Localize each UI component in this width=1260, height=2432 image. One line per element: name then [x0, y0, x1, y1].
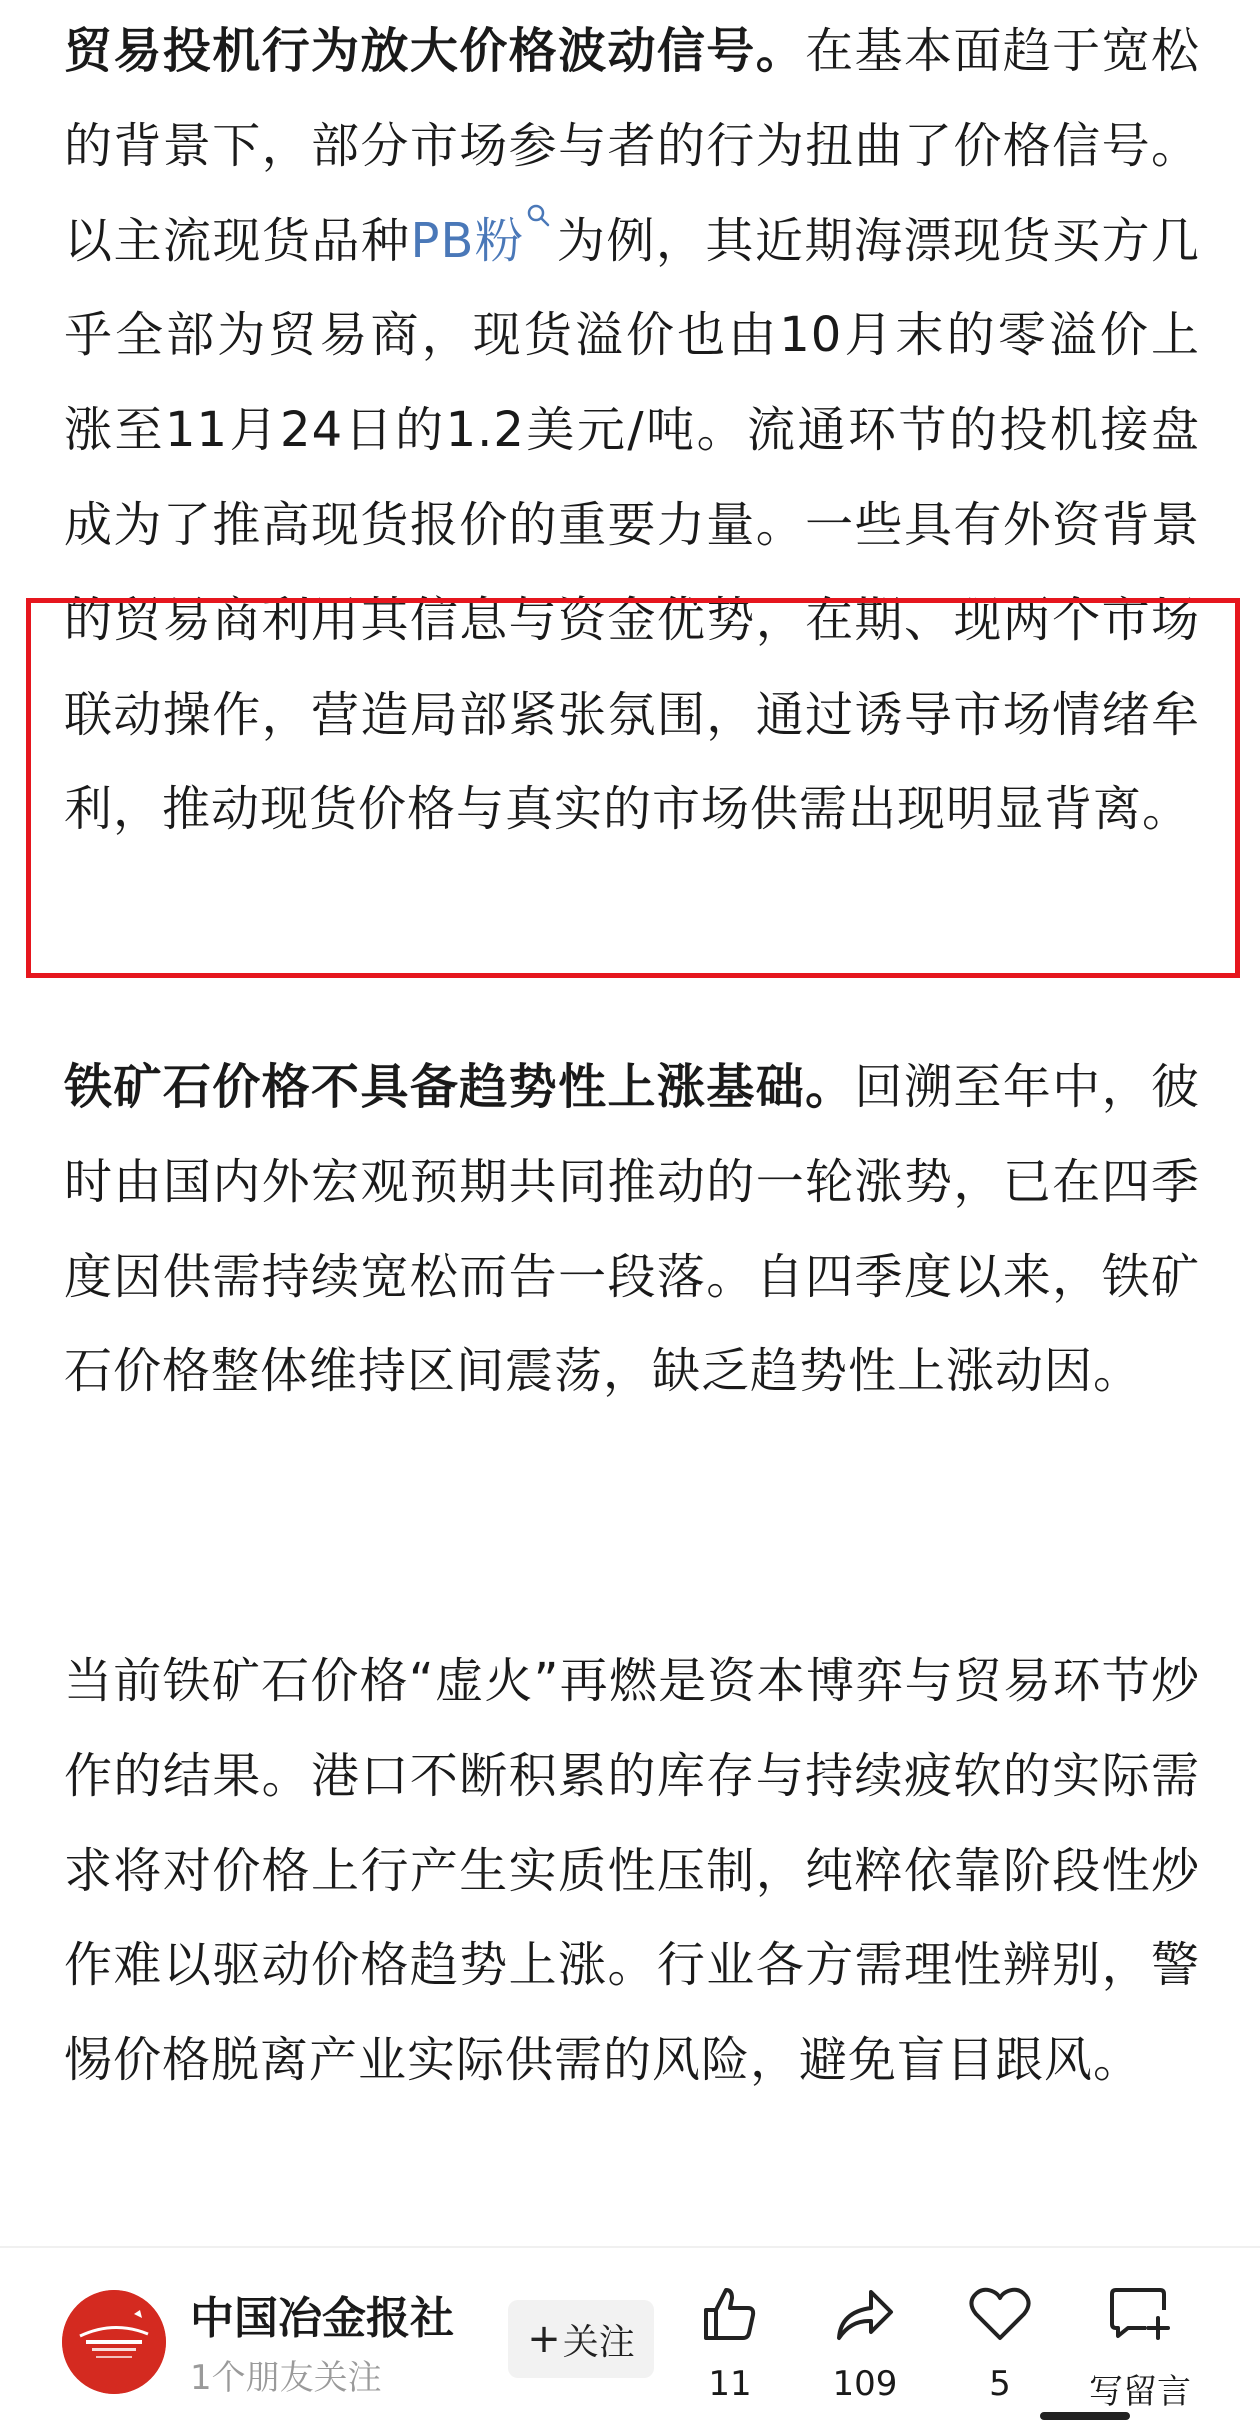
favorite-button[interactable]: [940, 2282, 1060, 2404]
friends-follow-count: 1个朋友关注: [190, 2358, 382, 2398]
paragraph-current-price: 当前铁矿石价格“虚火”再燃是资本博弈与贸易环节炒作的结果。港口不断积累的库存与持续疲软的实际需求将对价格上行产生实质性压制，纯粹依靠阶段性炒作难以驱动价格趋势上涨。行业各方需理性辨别，警惕价格脱离产业实际供需的风险，避免盲目跟风。: [64, 1653, 1200, 2089]
share-count: 109: [832, 2364, 898, 2404]
like-count: 11: [708, 2364, 752, 2404]
comment-button[interactable]: [1080, 2282, 1200, 2413]
china-metallurgical-news-logo-icon: [62, 2290, 166, 2394]
paragraph-no-trend-basis: 铁矿石价格不具备趋势性上涨基础。回溯至年中，彼时由国内外宏观预期共同推动的一轮涨势，已在四季度因供需持续宽松而告一段落。自四季度以来，铁矿石价格整体维持区间震荡，缺乏趋势性上涨动因。: [64, 1059, 1200, 1400]
share-arrow-icon: [833, 2282, 897, 2346]
paragraph-heading: 贸易投机行为放大价格波动信号。: [64, 23, 806, 79]
follow-button[interactable]: + 关注: [508, 2300, 654, 2378]
heart-icon: [968, 2282, 1032, 2346]
comment-label: 写留言: [1089, 2372, 1191, 2412]
avatar[interactable]: [62, 2290, 166, 2394]
thumbs-up-icon: [698, 2282, 762, 2346]
paragraph-trade-speculation: 贸易投机行为放大价格波动信号。在基本面趋于宽松的背景下，部分市场参与者的行为扭曲了价格信号。以主流现货品种PB粉 为例，其近期海漂现货买方几乎全部为贸易商，现货溢价也由10月末的零溢价上涨至11月24日的1.2美元/吨。流通环节的投机接盘成为了推高现货报价的重要力量。一些具有外资背景的贸易商利用其信息与资金优势，在期、现两个市场联动操作，营造局部紧张氛围，通过诱导市场情绪牟利，推动现货价格与真实的市场供需出现明显背离。: [64, 23, 1200, 838]
favorite-count: 5: [989, 2364, 1011, 2404]
pb-fines-link[interactable]: PB粉: [410, 212, 525, 269]
paragraph-heading: 铁矿石价格不具备趋势性上涨基础。: [64, 1059, 855, 1115]
home-indicator[interactable]: [1040, 2412, 1130, 2420]
plus-icon: +: [527, 2316, 561, 2362]
account-name[interactable]: 中国冶金报社: [190, 2293, 454, 2344]
search-icon[interactable]: [526, 203, 552, 229]
highlight-box: [26, 598, 1240, 978]
share-button[interactable]: [805, 2282, 925, 2404]
like-button[interactable]: [670, 2282, 790, 2404]
comment-add-icon: [1108, 2282, 1172, 2346]
